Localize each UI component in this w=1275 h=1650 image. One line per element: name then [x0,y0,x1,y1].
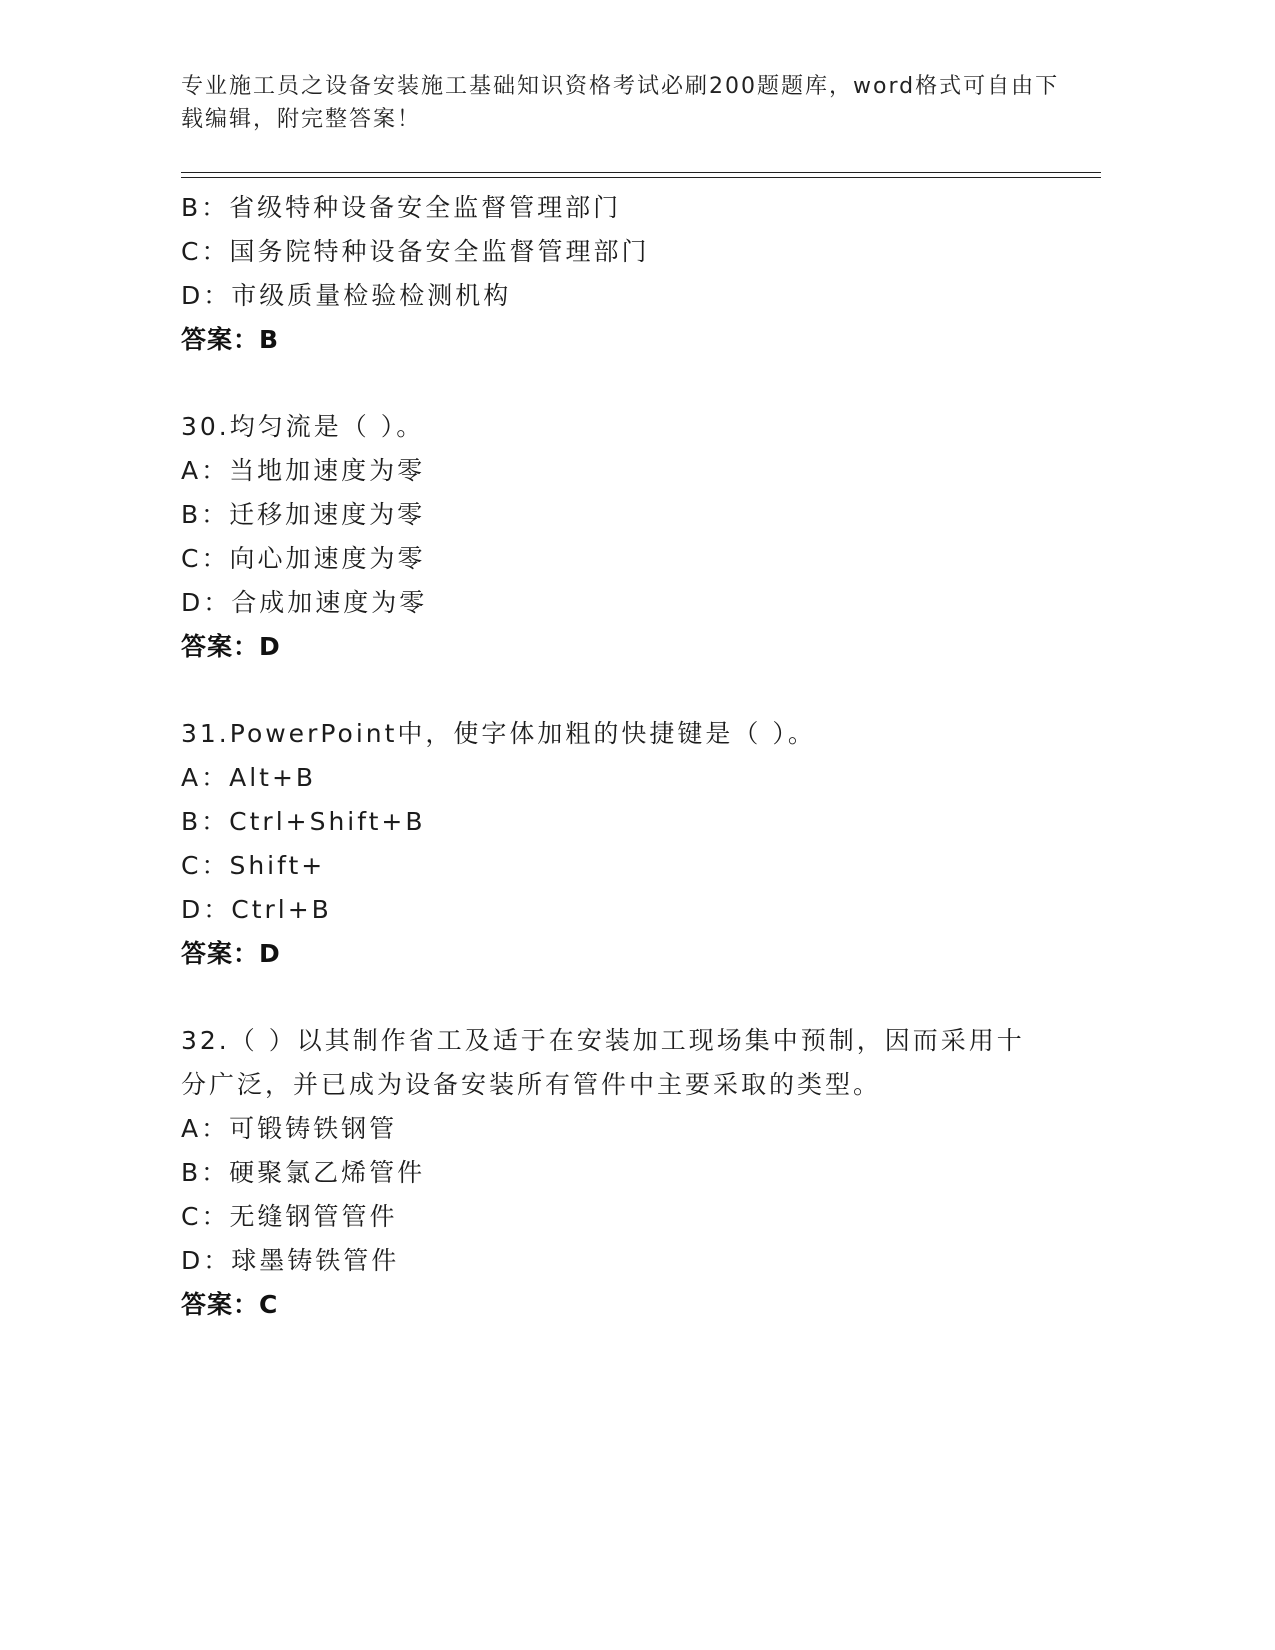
document-header: 专业施工员之设备安装施工基础知识资格考试必刷200题题库，word格式可自由下载编辑，附完整答案！ [181,74,1060,132]
answer-line: 答案：B [181,325,280,354]
header-divider-top [181,172,1101,173]
question-list [181,186,1081,1327]
question-29-continued [181,186,1081,362]
option-c: C：无缝钢管管件 [181,1202,398,1231]
question-stem: 32.（ ）以其制作省工及适于在安装加工现场集中预制，因而采用十分广泛，并已成为设备安装所有管件中主要采取的类型。 [181,1026,1025,1099]
question-stem: 30.均匀流是（ ）。 [181,412,425,441]
option-c: C：国务院特种设备安全监督管理部门 [181,237,650,266]
question-stem: 31.PowerPoint中，使字体加粗的快捷键是（ ）。 [181,719,816,748]
option-c: C：Shift+ [181,851,326,880]
answer-line: 答案：C [181,1290,279,1319]
option-b: B：省级特种设备安全监督管理部门 [181,193,622,222]
spacer [181,669,1081,712]
question-31 [181,712,1081,976]
option-d: D：Ctrl+B [181,895,332,924]
question-30 [181,405,1081,669]
answer-line: 答案：D [181,632,281,661]
spacer [181,362,1081,405]
option-b: B：硬聚氯乙烯管件 [181,1158,426,1187]
option-b: B：Ctrl+Shift+B [181,807,426,836]
header-divider-bottom [181,177,1101,178]
spacer [181,976,1081,1019]
option-c: C：向心加速度为零 [181,544,426,573]
question-32 [181,1019,1081,1327]
option-a: A：当地加速度为零 [181,456,426,485]
option-b: B：迁移加速度为零 [181,500,426,529]
option-d: D：市级质量检验检测机构 [181,281,512,310]
option-a: A：Alt+B [181,763,317,792]
option-d: D：合成加速度为零 [181,588,428,617]
option-d: D：球墨铸铁管件 [181,1246,400,1275]
answer-line: 答案：D [181,939,281,968]
option-a: A：可锻铸铁钢管 [181,1114,398,1143]
